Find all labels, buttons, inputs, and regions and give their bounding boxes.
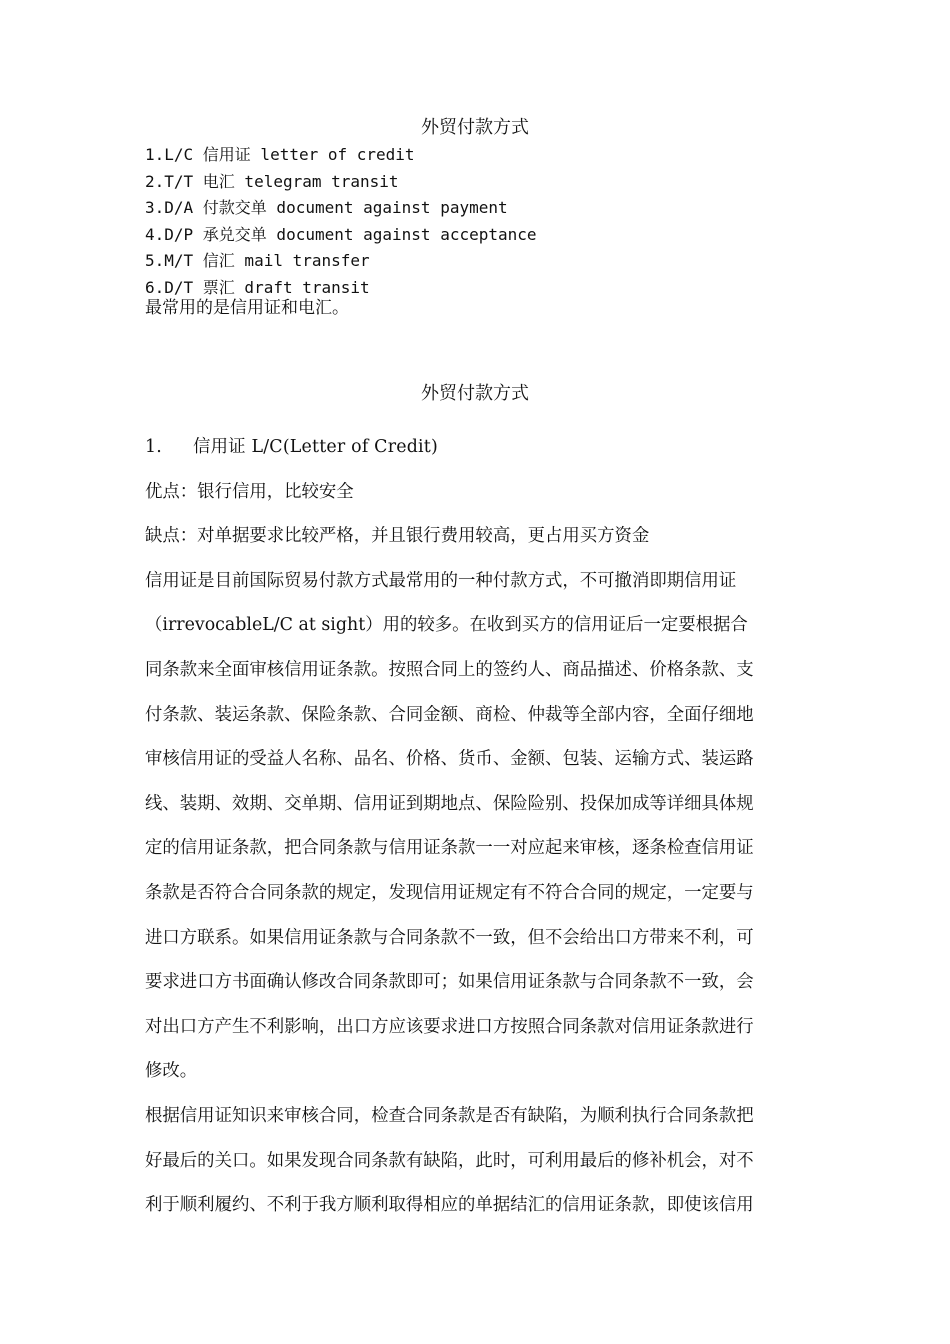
section-title: 外贸付款方式: [421, 383, 529, 404]
paragraph-line: 进口方联系。如果信用证条款与合同条款不一致，但不会给出口方带来不利，可: [145, 927, 754, 948]
section-number: 1.: [145, 437, 162, 457]
paragraph-line: 线、装期、效期、交单期、信用证到期地点、保险险别、投保加成等详细具体规: [145, 793, 754, 814]
paragraph-line: 修改。: [145, 1061, 198, 1082]
paragraph-line: 利于顺利履约、不利于我方顺利取得相应的单据结汇的信用证条款，即使该信用: [145, 1195, 754, 1216]
paragraph-line: 缺点：对单据要求比较严格，并且银行费用较高，更占用买方资金: [145, 526, 650, 547]
paragraph-line: 条款是否符合合同条款的规定，发现信用证规定有不符合合同的规定，一定要与: [145, 882, 754, 903]
paragraph-line: 付条款、装运条款、保险条款、合同金额、商检、仲裁等全部内容，全面仔细地: [145, 704, 754, 725]
paragraph-line: 好最后的关口。如果发现合同条款有缺陷，此时，可利用最后的修补机会，对不: [145, 1150, 754, 1171]
paragraph-line: （irrevocableL/C at sight）用的较多。在收到买方的信用证后一定要根据合: [145, 615, 748, 636]
section-heading: [145, 425, 815, 470]
paragraph-line: 对出口方产生不利影响，出口方应该要求进口方按照合同条款对信用证条款进行: [145, 1016, 754, 1037]
paragraph-line: 定的信用证条款，把合同条款与信用证条款一一对应起来审核，逐条检查信用证: [145, 838, 754, 859]
paragraph-line: 审核信用证的受益人名称、品名、价格、货币、金额、包装、运输方式、装运路: [145, 749, 754, 770]
list-item: 3.D/A 付款交单 document against payment: [145, 198, 508, 217]
list-item: 5.M/T 信汇 mail transfer: [145, 251, 370, 270]
list-item: 4.D/P 承兑交单 document against acceptance: [145, 224, 537, 244]
paragraph-line: 根据信用证知识来审核合同，检查合同条款是否有缺陷，为顺利执行合同条款把: [145, 1105, 754, 1126]
payment-method-list: [145, 142, 537, 301]
list-item: 1.L/C 信用证 letter of credit: [145, 145, 415, 164]
paragraph-line: 同条款来全面审核信用证条款。按照合同上的签约人、商品描述、价格条款、支: [145, 659, 754, 680]
document-title: 外贸付款方式: [421, 117, 529, 138]
summary-text: 最常用的是信用证和电汇。: [145, 298, 349, 318]
paragraph-line: 要求进口方书面确认修改合同条款即可；如果信用证条款与合同条款不一致，会: [145, 972, 754, 993]
section-heading-text: 信用证 L/C(Letter of Credit): [193, 437, 438, 457]
list-item: 2.T/T 电汇 telegram transit: [145, 171, 399, 191]
list-item: 6.D/T 票汇 draft transit: [145, 277, 370, 297]
paragraph-line: 信用证是目前国际贸易付款方式最常用的一种付款方式，不可撤消即期信用证: [145, 570, 737, 591]
letter-of-credit-section: [145, 425, 815, 1228]
paragraph-line: 优点：银行信用，比较安全: [145, 481, 354, 502]
